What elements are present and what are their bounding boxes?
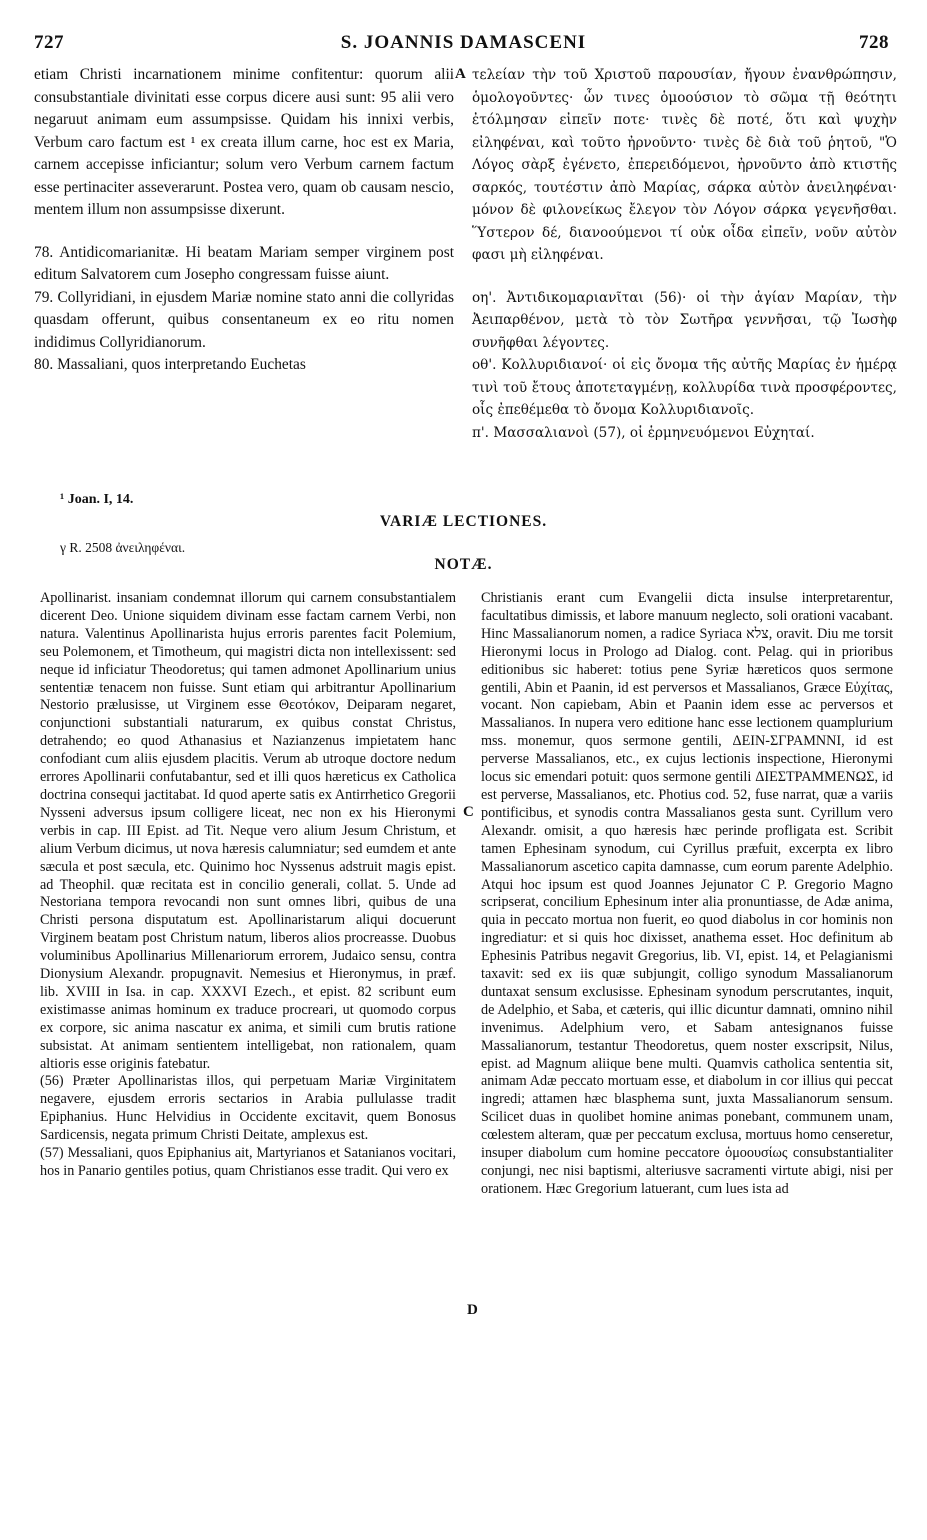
greek-text-column [472,64,897,444]
notes-right-column [481,590,893,1199]
margin-marker-c: C [463,804,474,820]
greek-paragraph-80: π'. Μασσαλιανοὶ (57), οἱ ἑρμηνευόμενοι Εὐχηταί. [472,424,815,441]
left-page-number: 727 [34,32,64,53]
notes-left-column [40,590,456,1181]
right-page-number: 728 [859,32,889,53]
varia-lectio-note: γ R. 2508 ἀνειληφέναι. [60,540,186,555]
latin-paragraph-78: 78. Antidicomarianitæ. Hi beatam Mariam semper virginem post editum Salvatorem cum Josepho congressam fuisse aiunt. [34,243,454,283]
latin-text-column [34,64,454,377]
latin-paragraph-79: 79. Collyridiani, in ejusdem Mariæ nomine stato anni die collyridas quasdam offerunt, quibus consentaneum ex eo ritu nomen indidimus Collyridianorum. [34,288,454,351]
latin-paragraph-intro: etiam Christi incarnationem minime confitentur: quorum alii consubstantiale divinitati esse corpus dicere ausi sunt: 95 alii vero negaruut animam eum assumpsisse. Quidam his innixi verbis, Verbum caro factum est ¹ ex creata illum carne, hoc est ex Maria, carnem accepisse inficiantur; solum vero Verbum carnem factum esse pertinaciter asseverarunt. Postea vero, quam ob causam nescio, mentem illum non assumpsisse dixerunt. [34,66,454,218]
greek-paragraph-78: οη'. Ἀντιδικομαριανῖται (56)· οἱ τὴν ἁγίαν Μαρίαν, τὴν Ἀειπαρθένον, μετὰ τὸ τὸν Σωτῆρα γεννῆσαι, τῷ Ἰωσὴφ συνῆφθαι λέγοντες. [472,289,897,351]
greek-paragraph-intro: τελείαν τὴν τοῦ Χριστοῦ παρουσίαν, ἤγουν ἐνανθρώπησιν, ὁμολογοῦντες· ὧν τινες ὁμοούσιον τὸ σῶμα τῇ θεότητι ἐτόλμησαν εἰπεῖν ποτε· τινὲς δὲ ποτέ, ὅτι καὶ ψυχὴν εἰληφέναι, καὶ τοῦτο ἠρνοῦντο· τινὲς δὲ διὰ τοῦ ῥητοῦ, "Ὁ Λόγος σὰρξ ἐγένετο, ἐπερειδόμενοι, ἠρνοῦντο ἀπὸ κτιστῆς σαρκός, τουτέστιν ἀπὸ Μαρίας, σάρκα αὐτὸν ἀνειληφέναι· μόνον δὲ φιλονείκως ἔλεγον τὸν Λόγον σάρκα γεγενῆσθαι. Ὕστερον δέ, διανοούμενοι τί οὐκ οἶδα εἰπεῖν, νοῦν αὐτὸν φασι μὴ εἰληφέναι. [472,67,897,263]
latin-footnote: ¹ Joan. I, 14. [60,492,134,507]
note-57: (57) Messaliani, quos Epiphanius ait, Martyrianos et Satanianos vocitari, hos in Panario gentiles potius, quam Christianos esse tradit. Qui vero ex [40,1145,456,1179]
margin-marker-d: D [467,1302,478,1318]
notae-heading: NOTÆ. [434,556,493,573]
note-apollinarist: Apollinarist. insaniam condemnat illorum qui carnem consubstantialem dicerent Deo. Unione siquidem divinam esse factam carnem Verbi, non natura. Valentinus Apollinarista hujus erroris parentes facit Polemium, seu Polemonem, et Timotheum, qui magistri dicta non intellexissent: sed neque id inficiatur Theodoretus; qui tamen admonet Apollinarium unius sententiæ tenacem non fuisse. Sunt etiam qui arbitrantur Apollinarium Nestorio prælusisse, ut Virginem esse Θεοτόκον, Deiparam negaret, conjunctioni substantiali naturarum, ex quibus constat Christus, detrahendo; eo quod Athanasius et Nazianzenus impietatem hanc confodiant cum aliis ejusdem placitis. Verum ab utroque doctore nedum errores Apollinarii confutabantur, sed et illi quos hæreticus ex Catholica doctrina consequi jactitabat. Id quod aperte satis ex Antirrhetico Gregorii Nysseni adversus ipsum colligere liceat, nec non ex his Hieronymi verbis in cap. III Epist. ad Tit. Neque vero alium Jesum Christum, et alium Verbum dicimus, ut nova hæresis calumniatur; sed eumdem et ante sæcula et post sæcula, etc. Quinimo hoc Nyssenus adstruit magis epist. ad Theophil. quæ recitata est in concilio generali, collat. 5. Unde ad Nestoriana tempora revocandi non sunt omnes libri, quibus de una Christi persona disputatum est. Apollinaristarum aliqui docuerunt Virginem beatam post Christum natum, liberos alios procreasse. Duobus voluminibus Apollinarius Millenariorum errorem, Judaico sensu, contra Dionysium Alexandr. propugnavit. Nemesius et Hieronymus, in præf. lib. XVIII in Isa. in cap. XXXVI Ezech., et epist. 82 scribunt eum existimasse animas hominum ex traduce procreari, ut quomodo corpus ex corpore, sic anima nascatur ex anima, et simili cum brutis ratione subsistat. At animam sentientem intelligebat, non rationalem, quam altioris esse originis fatebatur. [40,590,456,1072]
margin-marker-a: A [455,66,466,82]
latin-paragraph-80: 80. Massaliani, quos interpretando Euchetas [34,356,306,373]
running-title: S. JOANNIS DAMASCENI [340,32,587,53]
note-massaliani-continued: Christianis erant cum Evangelii dicta insulse interpretarentur, facultatibus dimissis, et labore manuum neglecto, soli orationi vacabant. Hinc Massalianorum nomen, a radice Syriaca צלא, oravit. Diu me torsit Hieronymi locus in Prologo ad Dialog. cont. Pelag. qui in prioribus editionibus sic haberet: totius pene Syriæ hæreticos quos sermone gentili, Abin et Paanin, id est perversos et Massalianos, Græce Εὐχίτας, vocant. Non capiebam, Abin et Paanin idem esse ac perversos et Massalianos. In nupera vero editione hanc esse lectionem quamplurium mss. monemur, quos sermone gentili, ΔΕΙΝ-ΣΓΡΑΜΝΝΙ, id est perverse Massalianos, etc., ex cujus lectionis inspectione, Hieronymi locus sic emendari potuit: quos sermone gentili ΔΙΕΣΤΡΑΜΜΕΝΩΣ, id est perverse, Massalianos, etc. Photius cod. 52, fuse narrat, quæ a variis pontificibus, et synodis contra Massalianos gesta sunt. Cyrillum vero Alexandr. omisit, a quo hæresis hæc perinde profligata est. Scribit tamen Ephesinam synodum, cui Cyrillus præfuit, excerpta ex libro Massalianorum ascetico capita damnasse, cum eorum parente Adelphio. Atqui hoc ipsum est quod Joannes Jejunator C P. Gregorio Magno scripserat, concilium Ephesinum inter alia pronuntiasse, de Adæ anima, quia in peccato mortua non fuerit, eo quod diabolus in cor hominis non ingrediatur: et si quis hoc dixisset, anathema esset. Hoc definitum ab Ephesinis Patribus negavit Gregorius, lib. VI, epist. 14, et Pelagianismi taxavit: sed ex iis quæ subjungit, colligo synodum Massalianorum duntaxat sensum exclusisse. Ephesinam synodum perscrutantes, inquit, de Adelphio, et Saba, et cæteris, qui illic dicuntur damnati, omnino nihil invenimus. Adelphium vero, et Sabam antesignanos fuisse Massalianorum, testantur Theodoretus, quem noster exscripsit, Nilus, epist. ad Magnum aliique bene multi. Quamvis catholica sententia sit, animam Adæ peccato mortuam esse, et diabolum in cor illius qui peccat ingredi; attamen hæc blasphema sunt, juxta Massalianorum sensum. Scilicet duas in quolibet homine animas ponebant, communem unam, cœlestem alteram, quæ per peccatum exclusa, mortuus homo censeretur, insuper diabolum cum homine peccatore ὁμοουσίως consubstantialiter conjungi, nec nisi baptismi, alteriusve sacramenti virtute abigi, nisi per orationem. Hæc Gregorium latuerant, cum lues ista ad [481,590,894,1197]
note-56: (56) Præter Apollinaristas illos, qui perpetuam Mariæ Virginitatem negavere, ejusdem erroris sectarios in Arabia pullulasse tradit Epiphanius. Hunc Helvidius in Occidente excitavit, quem Bonosus Sardicensis, negata primum Christi Deitate, amplexus est. [40,1073,456,1144]
variae-lectiones-heading: VARIÆ LECTIONES. [379,513,548,530]
greek-paragraph-79: οθ'. Κολλυριδιανοί· οἱ εἰς ὄνομα τῆς αὐτῆς Μαρίας ἐν ἡμέρᾳ τινὶ τοῦ ἔτους ἀποτεταγμένῃ, κολλυρίδα τινὰ προσφέροντες, οἷς ἐπεθέμεθα τὸ ὄνομα Κολλυριδιανοῖς. [472,357,897,418]
